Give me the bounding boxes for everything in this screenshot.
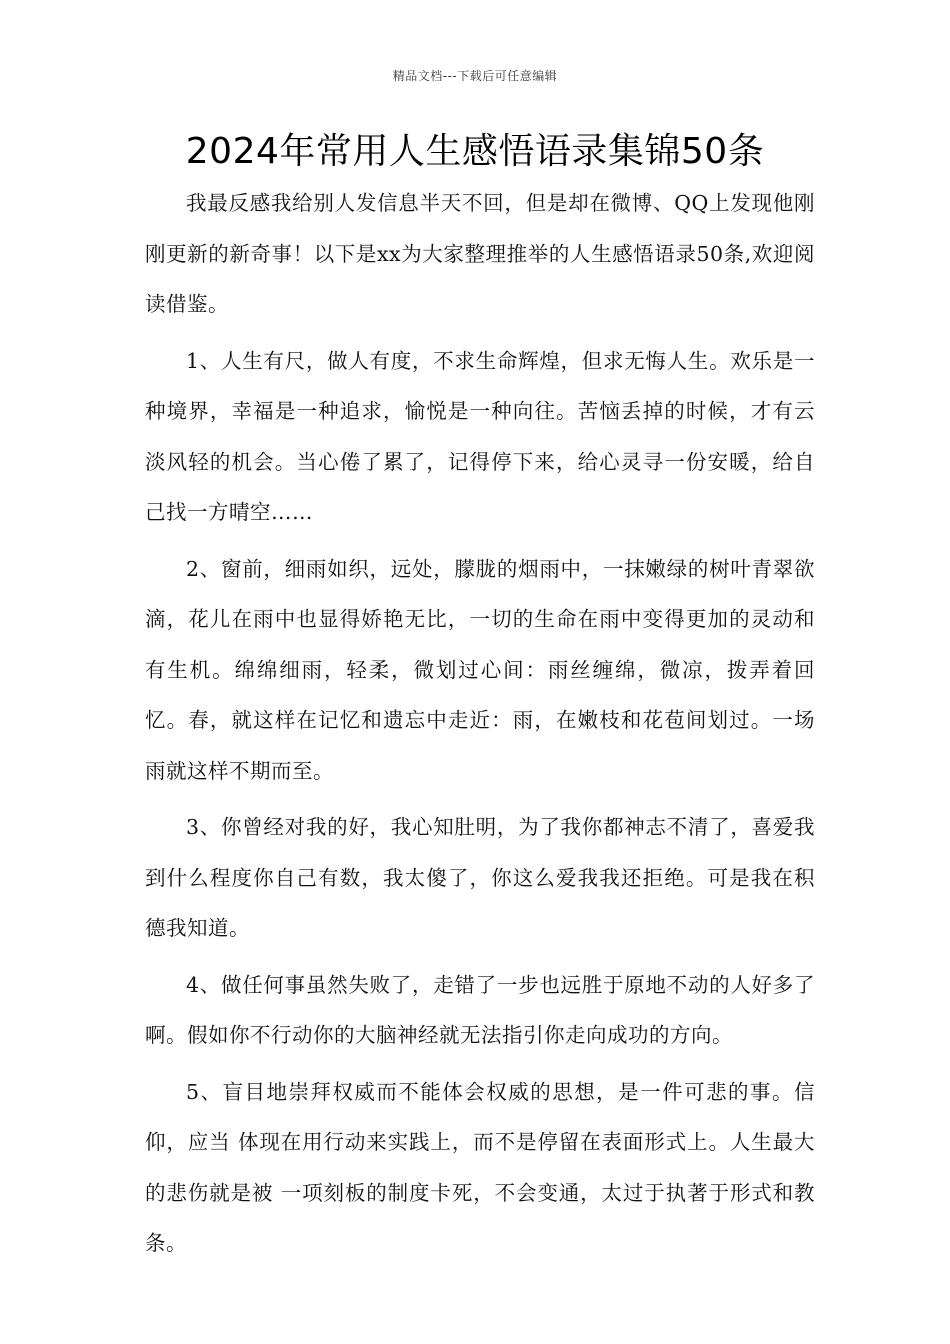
quote-paragraph-4: 4、做任何事虽然失败了，走错了一步也远胜于原地不动的人好多了啊。假如你不行动你的大脑神经就无法指引你走向成功的方向。 — [145, 972, 815, 1047]
document-body — [145, 178, 815, 1275]
quote-paragraph-2: 2、窗前，细雨如织，远处，朦胧的烟雨中，一抹嫩绿的树叶青翠欲滴，花儿在雨中也显得娇艳无比，一切的生命在雨中变得更加的灵动和有生机。绵绵细雨，轻柔，微划过心间：雨丝缠绵，微凉，拨弄着回忆。春，就这样在记忆和遗忘中走近：雨，在嫩枝和花苞间划过。一场雨就这样不期而至。 — [145, 556, 815, 783]
intro-paragraph: 我最反感我给别人发信息半天不回，但是却在微博、QQ上发现他刚刚更新的新奇事！以下是xx为大家整理推举的人生感悟语录50条,欢迎阅读借鉴。 — [145, 191, 815, 316]
document-title: 2024年常用人生感悟语录集锦50条 — [185, 131, 765, 172]
quote-paragraph-5: 5、盲目地崇拜权威而不能体会权威的思想，是一件可悲的事。信仰，应当 体现在用行动来实践上，而不是停留在表面形式上。人生最大的悲伤就是被 一项刻板的制度卡死，不会变通，太过于执著于形式和教条。 — [145, 1079, 815, 1255]
page-header: 精品文档---下载后可任意编辑 — [392, 69, 558, 83]
quote-paragraph-1: 1、人生有尺，做人有度，不求生命辉煌，但求无悔人生。欢乐是一种境界，幸福是一种追求，愉悦是一种向往。苦恼丢掉的时候，才有云淡风轻的机会。当心倦了累了，记得停下来，给心灵寻一份安暖，给自己找一方晴空…… — [145, 348, 815, 524]
quote-paragraph-3: 3、你曾经对我的好，我心知肚明，为了我你都神志不清了，喜爱我到什么程度你自己有数，我太傻了，你这么爱我我还拒绝。可是我在积德我知道。 — [145, 815, 815, 940]
